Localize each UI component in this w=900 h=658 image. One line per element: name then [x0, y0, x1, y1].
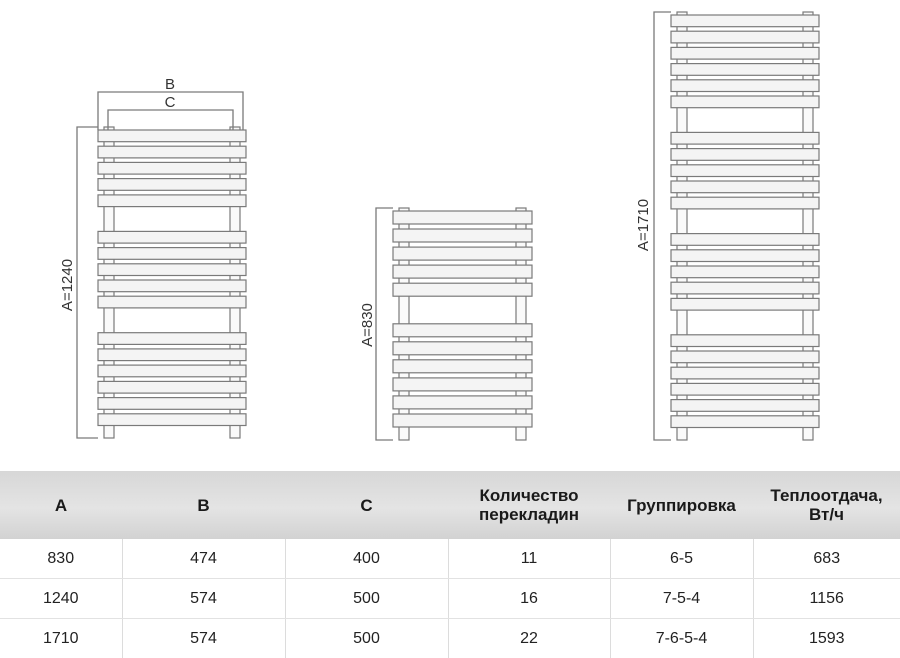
cell-grouping: 7-5-4 — [610, 579, 753, 619]
radiator-crossbar — [393, 247, 532, 260]
height-dimension-line — [77, 127, 98, 438]
radiator-crossbar — [393, 360, 532, 373]
cell-b: 574 — [122, 579, 285, 619]
radiator-crossbar — [671, 266, 819, 278]
cell-b: 574 — [122, 619, 285, 658]
height-label-1710: A=1710 — [635, 199, 652, 251]
radiator-crossbar — [671, 197, 819, 209]
radiator-crossbar — [393, 229, 532, 242]
radiator-crossbar — [98, 333, 246, 345]
radiator-crossbar — [98, 349, 246, 361]
width-label-b: B — [165, 76, 175, 93]
table-row — [0, 619, 900, 658]
radiator-crossbar — [98, 162, 246, 174]
radiator-crossbar — [671, 165, 819, 177]
radiator-crossbar — [671, 15, 819, 27]
cell-grouping: 7-6-5-4 — [610, 619, 753, 658]
radiator-crossbar — [98, 146, 246, 158]
radiator-crossbar — [671, 250, 819, 262]
cell-crossbars: 16 — [448, 579, 610, 619]
cell-c: 500 — [285, 619, 448, 658]
radiator-crossbar — [671, 181, 819, 193]
radiator-crossbar — [393, 378, 532, 391]
height-dimension-line — [654, 12, 671, 440]
header-crossbars: Количество перекладин — [448, 471, 610, 539]
header-heat-output: Теплоотдача, Вт/ч — [753, 471, 900, 539]
radiator-crossbar — [98, 195, 246, 207]
radiator-crossbar — [98, 381, 246, 393]
radiator-crossbar — [393, 324, 532, 337]
radiator-crossbar — [393, 414, 532, 427]
cell-grouping: 6-5 — [610, 539, 753, 579]
width-label-c: C — [165, 94, 176, 111]
cell-heat-output: 1156 — [753, 579, 900, 619]
cell-heat-output: 1593 — [753, 619, 900, 658]
radiator-crossbar — [98, 130, 246, 142]
radiator-crossbar — [98, 296, 246, 308]
radiator-crossbar — [671, 400, 819, 412]
radiator-crossbar — [671, 149, 819, 161]
table-row — [0, 539, 900, 579]
cell-heat-output: 683 — [753, 539, 900, 579]
radiator-crossbar — [671, 96, 819, 108]
cell-c: 500 — [285, 579, 448, 619]
cell-a: 830 — [0, 539, 122, 579]
radiator-crossbar — [98, 414, 246, 426]
radiator-1710-drawing — [654, 12, 819, 440]
specs-table — [0, 471, 900, 658]
radiator-crossbar — [671, 234, 819, 246]
width-dimension-c — [108, 110, 233, 130]
radiator-crossbar — [671, 31, 819, 43]
radiator-crossbar — [393, 265, 532, 278]
radiator-crossbar — [671, 416, 819, 428]
cell-c: 400 — [285, 539, 448, 579]
table-row — [0, 579, 900, 619]
header-a: A — [0, 471, 122, 539]
radiator-crossbar — [393, 283, 532, 296]
radiator-crossbar — [98, 231, 246, 243]
cell-crossbars: 22 — [448, 619, 610, 658]
radiator-crossbar — [98, 280, 246, 292]
radiator-crossbar — [671, 351, 819, 363]
radiator-crossbar — [671, 298, 819, 310]
radiator-crossbar — [671, 64, 819, 76]
cell-a: 1710 — [0, 619, 122, 658]
radiator-crossbar — [98, 398, 246, 410]
radiator-crossbar — [671, 47, 819, 59]
header-b: B — [122, 471, 285, 539]
cell-crossbars: 11 — [448, 539, 610, 579]
height-label-1240: A=1240 — [59, 259, 76, 311]
radiator-crossbar — [671, 383, 819, 395]
radiator-crossbar — [671, 367, 819, 379]
radiator-crossbar — [671, 80, 819, 92]
radiator-crossbar — [98, 365, 246, 377]
height-label-830: A=830 — [359, 303, 376, 347]
cell-b: 474 — [122, 539, 285, 579]
radiator-1240-drawing — [77, 127, 246, 438]
header-grouping: Группировка — [610, 471, 753, 539]
radiator-crossbar — [671, 282, 819, 294]
radiator-crossbar — [671, 335, 819, 347]
radiator-crossbar — [671, 132, 819, 144]
cell-a: 1240 — [0, 579, 122, 619]
radiator-crossbar — [98, 264, 246, 276]
radiator-crossbar — [393, 342, 532, 355]
radiator-830-drawing — [376, 208, 532, 440]
header-c: C — [285, 471, 448, 539]
height-dimension-line — [376, 208, 393, 440]
radiator-crossbar — [393, 211, 532, 224]
radiator-crossbar — [393, 396, 532, 409]
table-header-row — [0, 471, 900, 539]
radiator-crossbar — [98, 179, 246, 191]
radiator-crossbar — [98, 248, 246, 260]
